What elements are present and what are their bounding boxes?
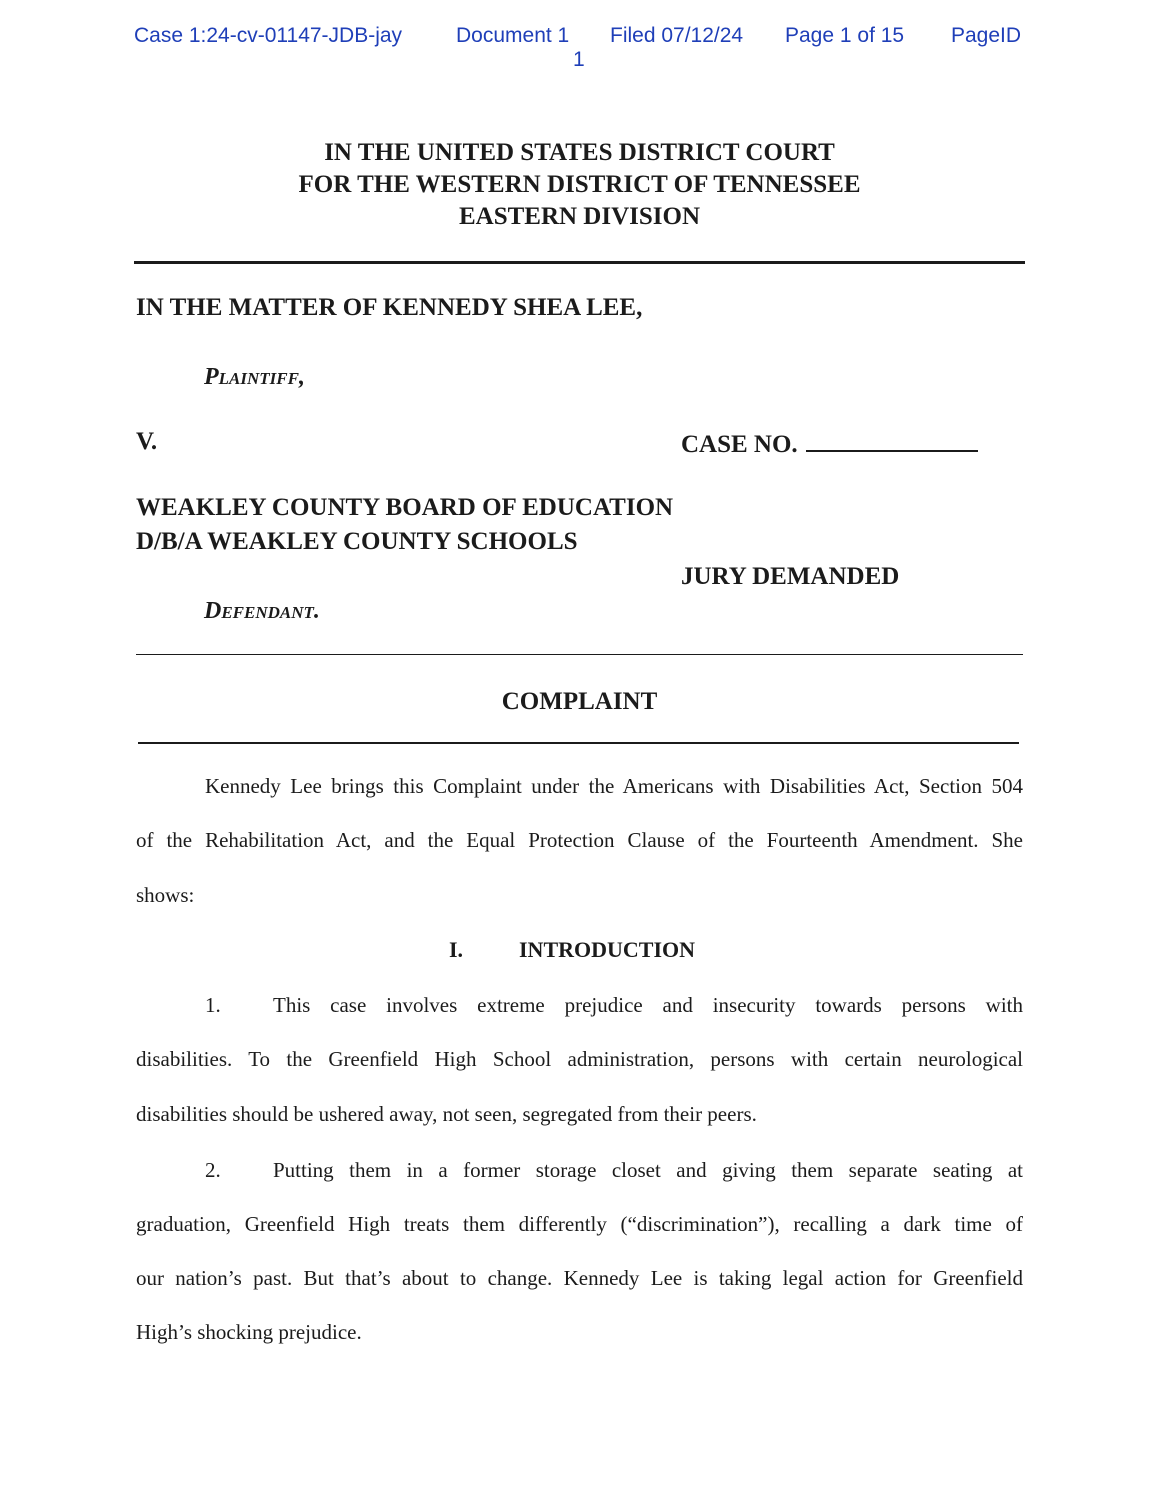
document-title: COMPLAINT (501, 688, 658, 715)
heading-divider (134, 261, 1025, 264)
header-document: Document 1 (456, 24, 570, 47)
caption-divider (136, 654, 1023, 655)
plaintiff-label: Plaintiff, (204, 364, 305, 390)
opening-line-1: Kennedy Lee brings this Complaint under the Americans with Disabilities Act, Section 504 (205, 774, 1023, 798)
title-underline (138, 742, 1019, 744)
paragraph-first-line: Putting them in a former storage closet and giving them separate seating at (273, 1158, 1023, 1182)
section-numeral: I. (449, 937, 464, 962)
section-title: INTRODUCTION (519, 937, 696, 962)
case-number-field (681, 428, 978, 459)
jury-demand: JURY DEMANDED (681, 563, 900, 590)
matter-line: IN THE MATTER OF KENNEDY SHEA LEE, (136, 294, 643, 321)
opening-line-2: of the Rehabilitation Act, and the Equal Protection Clause of the Fourteenth Amendment. She (136, 828, 1023, 852)
court-line-2: FOR THE WESTERN DISTRICT OF TENNESSEE (298, 171, 861, 198)
header-filed-date: Filed 07/12/24 (610, 24, 744, 47)
paragraph-first-line: This case involves extreme prejudice and insecurity towards persons with (273, 993, 1023, 1017)
versus-label: V. (136, 428, 158, 455)
paragraph-number: 2. (205, 1158, 221, 1182)
court-line-3: EASTERN DIVISION (458, 203, 701, 230)
paragraph-number: 1. (205, 993, 221, 1017)
court-line-1: IN THE UNITED STATES DISTRICT COURT (324, 139, 835, 166)
paragraph-line: our nation’s past. But that’s about to change. Kennedy Lee is taking legal action for Greenfield (136, 1266, 1023, 1290)
paragraph-last-line: High’s shocking prejudice. (136, 1320, 362, 1344)
case-number-blank (806, 428, 978, 452)
defendant-name-line-1: WEAKLEY COUNTY BOARD OF EDUCATION (136, 494, 674, 521)
paragraph-last-line: disabilities should be ushered away, not seen, segregated from their peers. (136, 1102, 757, 1126)
paragraph-line: disabilities. To the Greenfield High School administration, persons with certain neurological (136, 1047, 1023, 1071)
header-pageid: PageID (951, 24, 1022, 47)
paragraph-line: graduation, Greenfield High treats them differently (“discrimination”), recalling a dark time of (136, 1212, 1023, 1236)
opening-line-3: shows: (136, 883, 195, 907)
case-number-label: CASE NO. (681, 431, 798, 458)
header-pageid-number: 1 (573, 48, 585, 71)
defendant-name-line-2: D/B/A WEAKLEY COUNTY SCHOOLS (136, 528, 578, 555)
header-page-count: Page 1 of 15 (785, 24, 905, 47)
header-case-number: Case 1:24-cv-01147-JDB-jay (134, 24, 403, 47)
defendant-label: Defendant. (204, 598, 320, 624)
